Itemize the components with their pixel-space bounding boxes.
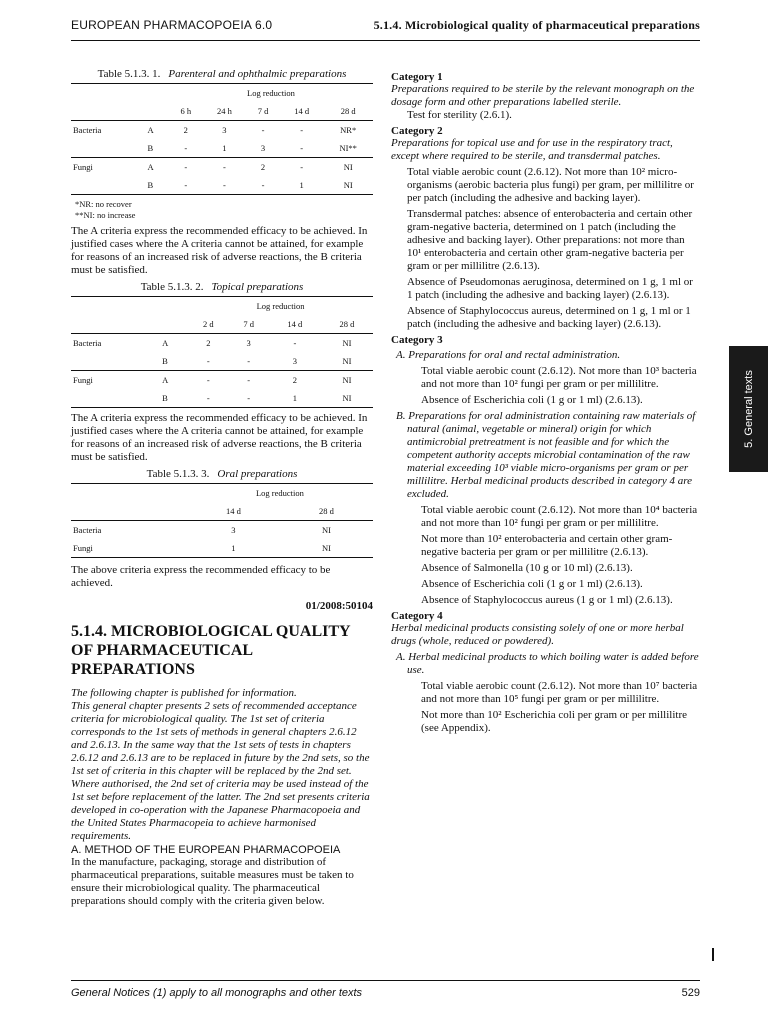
t1-cell: - (261, 125, 265, 135)
t1-row (71, 176, 373, 194)
t3-cell: NI (321, 543, 331, 553)
t3-cell: NI (321, 525, 331, 535)
category-2-description: Preparations for topical use and for use in the respiratory tract, except where required to be sterile, and transdermal patches. (391, 137, 673, 162)
t2-cell (71, 389, 160, 407)
t2-col-header: 2 d (188, 315, 228, 334)
t2-cell: 1 (292, 393, 297, 403)
t1-cell: - (280, 158, 324, 177)
table-3 (71, 483, 373, 557)
t2-cell: NI (321, 371, 373, 390)
t1-cell: NI (343, 180, 353, 190)
t1-cell: 3 (222, 125, 227, 135)
t1-cell: - (261, 180, 265, 190)
t1-cell: - (184, 180, 188, 190)
category-2-item-2: Transdermal patches: absence of enterobacteria and certain other gram-negative bacteria, determined on 1 patch (including the adhesive and backing layer). Other preparations: not more than 10¹ enterobacteria and certain other gram-negative bacteria per gram or per millilitre (2.6.13). (407, 208, 693, 272)
t1-col-header: 28 d (323, 102, 373, 121)
t1-col-header: 14 d (280, 102, 324, 121)
t1-cell: Bacteria (73, 125, 102, 135)
t2-col-header: 7 d (228, 315, 268, 334)
t3-cell: 3 (231, 525, 236, 535)
t3-cell: Bacteria (73, 525, 102, 535)
monograph-reference: 01/2008:50104 (305, 600, 373, 612)
change-bar (712, 948, 714, 961)
t2-cell: NI (342, 356, 352, 366)
table-2-caption: Table 5.1.3. 2. Topical preparations (140, 281, 304, 293)
t1-cell (71, 139, 146, 158)
table-2-group-header: Log reduction (188, 297, 373, 316)
category-4-a-heading: A. Herbal medicinal products to which boiling water is added before use. (396, 651, 699, 676)
running-header-left: EUROPEAN PHARMACOPOEIA 6.0 (71, 18, 273, 32)
t2-cell: A (160, 371, 188, 390)
t1-col-header: 24 h (203, 102, 247, 121)
t2-cell: - (247, 393, 251, 403)
t2-cell: 3 (292, 356, 297, 366)
category-3-a-item-2: Absence of Escherichia coli (1 g or 1 ml) (2.6.13). (421, 394, 643, 406)
t2-row (71, 352, 373, 371)
header-rule (71, 40, 700, 41)
t1-row (71, 139, 373, 158)
section-a-heading: A. METHOD OF THE EUROPEAN PHARMACOPOEIA (71, 844, 341, 856)
t2-cell: - (206, 356, 210, 366)
category-4-a-item-2: Not more than 10² Escherichia coli per gram or per millilitre (see Appendix). (421, 709, 687, 734)
category-4-a-item-1: Total viable aerobic count (2.6.12). Not more than 10⁷ bacteria and not more than 10⁵ fungi per gram or per millilitre. (421, 680, 698, 705)
t2-col-header: 28 d (321, 315, 373, 334)
running-header-right: 5.1.4. Microbiological quality of pharmaceutical preparations (373, 18, 700, 32)
t1-cell (71, 176, 146, 194)
table-3-group-header: Log reduction (187, 484, 373, 503)
paragraph-criteria-2: The A criteria express the recommended efficacy to be achieved. In justified cases where the A criteria cannot be attained, for example for reasons of an increased risk of adverse reactions, the B criteria must be satisfied. (71, 412, 368, 463)
category-2-item-3: Absence of Pseudomonas aeruginosa, determined on 1 g, 1 ml or 1 patch (including the adhesive and backing layer) (2.6.13). (407, 276, 693, 301)
table-1-group-header: Log reduction (169, 84, 373, 103)
t3-col-header: 14 d (187, 502, 280, 521)
category-4-description: Herbal medicinal products consisting solely of one or more herbal drugs (whole, reduced or powdered). (391, 622, 684, 647)
t1-cell: - (300, 143, 304, 153)
table-1-footnote-1: *NR: no recover (75, 199, 132, 209)
t1-col-header: 7 d (246, 102, 280, 121)
t1-cell: A (146, 158, 169, 177)
t3-row (71, 539, 373, 557)
category-2-item-4: Absence of Staphylococcus aureus, determined on 1 g, 1 ml or 1 patch (including the adhesive and backing layer) (2.6.13). (407, 305, 691, 330)
category-3-b-heading: B. Preparations for oral administration containing raw materials of natural (animal, vegetable or mineral) origin for which antimicrobial pretreatment is not feasible and for which the competent authority accepts microbial contamination of the raw material exceeding 10³ viable micro-organisms per gram or per millilitre. Herbal medicinal products described in category 4 are excluded. (396, 410, 696, 500)
t2-row (71, 389, 373, 407)
category-3-b-item-2: Not more than 10² enterobacteria and certain other gram-negative bacteria per gram or per millilitre (2.6.13). (421, 533, 673, 558)
table-2 (71, 296, 373, 407)
paragraph-criteria-1: The A criteria express the recommended efficacy to be achieved. In justified cases where the A criteria cannot be attained, for example for reasons of an increased risk of adverse reactions, the B criteria must be satisfied. (71, 225, 368, 276)
t2-cell: Bacteria (73, 338, 102, 348)
category-3-b-item-5: Absence of Staphylococcus aureus (1 g or 1 ml) (2.6.13). (421, 594, 673, 606)
category-1-heading: Category 1 (391, 71, 443, 83)
category-2-item-1: Total viable aerobic count (2.6.12). Not more than 10² micro-organisms (aerobic bacteria plus fungi) per gram, per millilitre or per patch (including the adhesive and backing layer). (407, 166, 694, 204)
t1-cell: A (147, 125, 154, 135)
section-side-tab: 5. General texts (729, 346, 768, 472)
footer-rule (71, 980, 700, 981)
t2-row (71, 371, 373, 390)
t1-cell: NR* (340, 125, 357, 135)
t2-cell: - (188, 371, 228, 390)
t2-cell: NI (342, 393, 352, 403)
t3-cell: 1 (231, 543, 236, 553)
category-3-b-item-3: Absence of Salmonella (10 g or 10 ml) (2.6.13). (421, 562, 633, 574)
t1-cell: 3 (260, 143, 266, 153)
t2-cell: - (228, 371, 268, 390)
t1-cell: - (300, 125, 304, 135)
t2-cell: NI (342, 338, 352, 348)
t2-cell: B (162, 356, 168, 366)
t1-cell: Fungi (71, 158, 146, 177)
t1-cell: 2 (246, 158, 280, 177)
intro-paragraph: This general chapter presents 2 sets of recommended acceptance criteria for microbiological quality. The 1st set of criteria corresponds to the 1st sets of methods in general chapters 2.6.12 and 2.6.13. In the same way that the 1st sets of tests in chapters 2.6.12 and 2.6.13 are to be replaced in future by the 2nd sets, so the 1st set of criteria in this chapter will be replaced by the 2nd set. Where authorised, the 2nd set of criteria may be used instead of the 1st set before replacement of the latter. The 2nd set presents criteria developed in co-operation with the Japanese Pharmacopoeia and the United States Pharmacopeia to achieve harmonised requirements. (71, 700, 370, 842)
chapter-title: 5.1.4. MICROBIOLOGICAL QUALITY OF PHARMACEUTICAL PREPARATIONS (71, 623, 350, 678)
intro-note: The following chapter is published for information. (71, 687, 297, 699)
category-3-heading: Category 3 (391, 334, 443, 346)
category-3-b-item-4: Absence of Escherichia coli (1 g or 1 ml) (2.6.13). (421, 578, 643, 590)
t2-cell: - (206, 393, 210, 403)
t2-cell: 2 (269, 371, 321, 390)
table-1-footnote-2: **NI: no increase (75, 210, 136, 220)
t2-cell: 3 (246, 338, 251, 348)
t1-cell: NI (323, 158, 373, 177)
t3-cell: Fungi (73, 543, 93, 553)
t1-col-header: 6 h (169, 102, 203, 121)
t2-cell: 2 (206, 338, 211, 348)
left-column (71, 68, 373, 908)
t1-cell: B (147, 180, 154, 190)
t1-cell: 2 (183, 125, 188, 135)
t3-row (71, 521, 373, 540)
t1-cell: - (203, 158, 247, 177)
t1-cell: - (222, 180, 226, 190)
t2-cell: - (293, 338, 297, 348)
paragraph-criteria-3: The above criteria express the recommended efficacy to be achieved. (71, 564, 331, 589)
t1-cell: B (147, 143, 154, 153)
right-column (391, 68, 701, 735)
t2-cell (71, 352, 160, 371)
table-1-caption: Table 5.1.3. 1. Parenteral and ophthalmic preparations (97, 68, 347, 80)
category-2-heading: Category 2 (391, 125, 443, 137)
category-4-heading: Category 4 (391, 610, 443, 622)
t1-cell: - (184, 143, 188, 153)
page-number: 529 (681, 987, 700, 999)
category-3-a-heading: A. Preparations for oral and rectal administration. (396, 349, 621, 361)
t2-cell: B (162, 393, 168, 403)
t1-cell: NI** (339, 143, 357, 153)
t2-cell: - (247, 356, 251, 366)
footer-note: General Notices (1) apply to all monographs and other texts (71, 987, 363, 999)
section-a-paragraph: In the manufacture, packaging, storage and distribution of pharmaceutical preparations, suitable measures must be taken to ensure their microbiological quality. The pharmaceutical preparations should comply with the criteria given below. (71, 856, 354, 907)
t3-col-header: 28 d (280, 502, 373, 521)
t1-row (71, 158, 373, 177)
table-3-caption: Table 5.1.3. 3. Oral preparations (146, 468, 298, 480)
t1-row (71, 121, 373, 140)
category-1-description: Preparations required to be sterile by the relevant monograph on the dosage form and other preparations labelled sterile. (391, 83, 695, 108)
t1-cell: 1 (299, 180, 304, 190)
category-1-test: Test for sterility (2.6.1). (407, 109, 512, 121)
t2-cell: Fungi (71, 371, 160, 390)
t2-col-header: 14 d (269, 315, 321, 334)
t2-cell: A (162, 338, 169, 348)
t1-cell: 1 (222, 143, 227, 153)
table-1 (71, 83, 373, 194)
t2-row (71, 334, 373, 353)
category-3-a-item-1: Total viable aerobic count (2.6.12). Not more than 10³ bacteria and not more than 10² fungi per gram or per millilitre. (421, 365, 697, 390)
category-3-b-item-1: Total viable aerobic count (2.6.12). Not more than 10⁴ bacteria and not more than 10² fungi per gram or per millilitre. (421, 504, 698, 529)
t1-cell: - (169, 158, 203, 177)
